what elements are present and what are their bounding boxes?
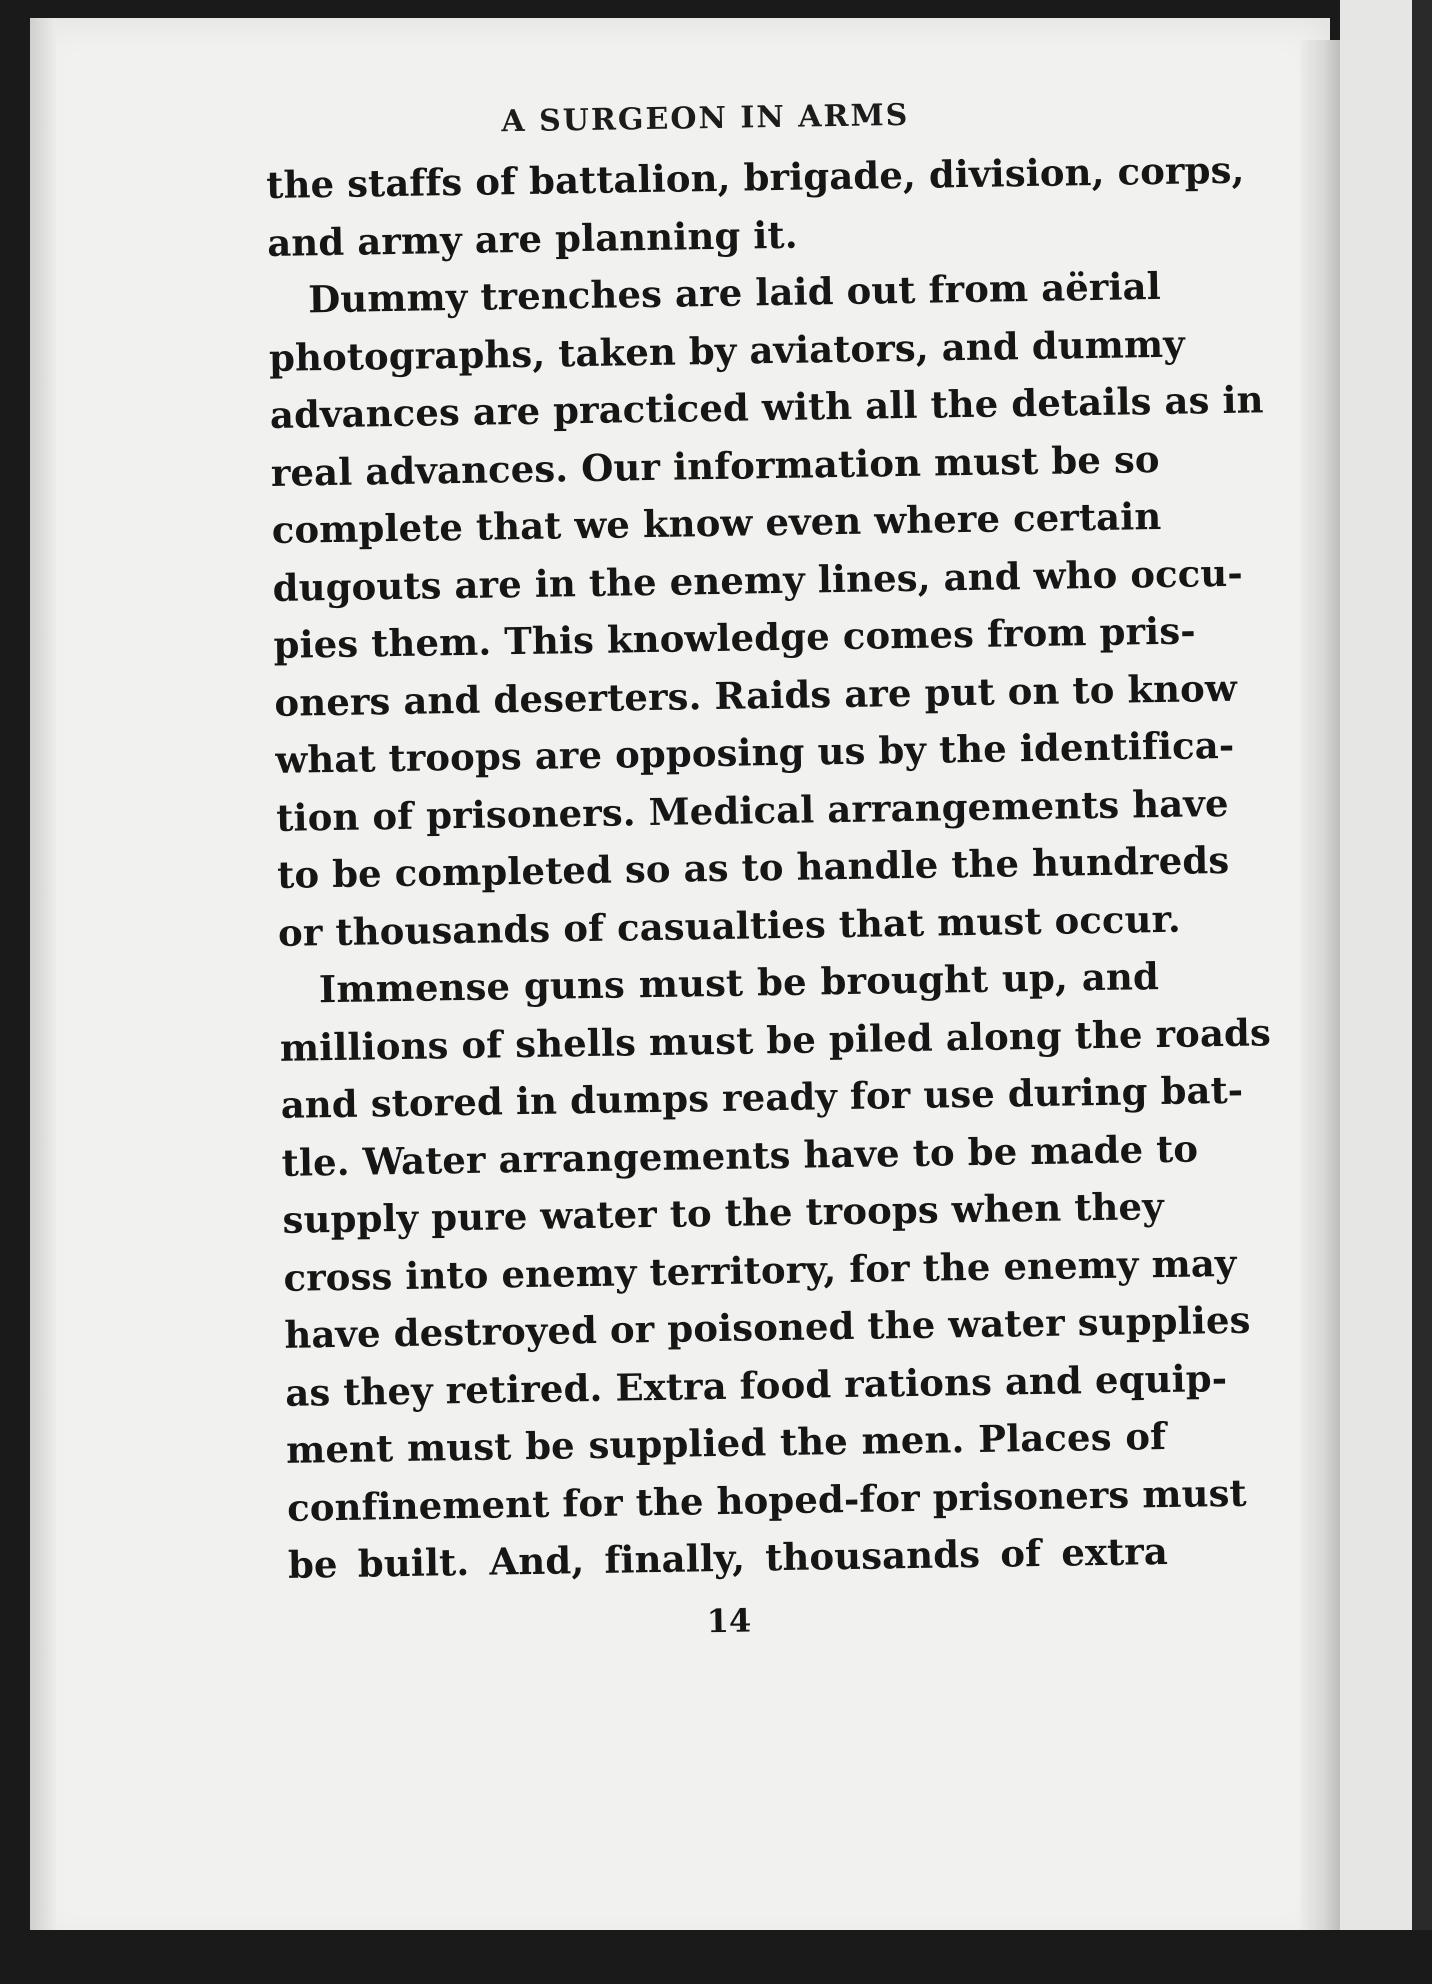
text-line: complete that we know even where certain <box>271 493 1162 552</box>
text-line: Immense guns must be brought up, and <box>318 954 1160 1012</box>
text-line: Dummy trenches are laid out from aërial <box>307 263 1162 322</box>
text-line: or thousands of casualties that must occur. <box>277 896 1182 955</box>
text-line: photographs, taken by aviators, and dummy <box>268 321 1186 380</box>
text-line: ment must be supplied the men. Places of <box>285 1414 1167 1472</box>
text-line: the staffs of battalion, brigade, division, corps, <box>265 147 1245 207</box>
text-line: millions of shells must be piled along the roads <box>279 1009 1272 1070</box>
text-line: tle. Water arrangements have to be made to <box>281 1125 1199 1185</box>
text-line: confinement for the hoped-for prisoners must <box>286 1470 1247 1530</box>
text-line: advances are practiced with all the details as in <box>269 377 1264 437</box>
text-line: and army are planning it. <box>266 212 798 265</box>
text-line: real advances. Our information must be so <box>270 436 1160 495</box>
text-line: cross into enemy territory, for the enemy may <box>283 1240 1237 1300</box>
text-line: oners and deserters. Raids are put on to know <box>274 665 1238 725</box>
text-line: have destroyed or poisoned the water supplies <box>284 1297 1251 1357</box>
text-line: to be completed so as to handle the hundreds <box>276 837 1230 897</box>
text-line: pies them. This knowledge comes from pris- <box>273 608 1196 667</box>
text-line: and stored in dumps ready for use during bat- <box>280 1067 1244 1127</box>
scan-border-bottom <box>0 1930 1432 1984</box>
text-line: tion of prisoners. Medical arrangements have <box>275 780 1229 840</box>
text-line: supply pure water to the troops when they <box>282 1184 1165 1242</box>
text-line: what troops are opposing us by the identifica- <box>275 722 1235 782</box>
text-line: dugouts are in the enemy lines, and who occu- <box>272 550 1244 610</box>
page-edge-left <box>30 18 56 1948</box>
page-text <box>265 86 1272 1646</box>
page-edge-right <box>1300 40 1340 1940</box>
scan-border-right <box>1412 0 1432 1984</box>
text-line: as they retired. Extra food rations and equip- <box>284 1355 1228 1415</box>
page-number: 14 <box>706 1601 752 1640</box>
text-line: be built. And, finally, thousands of extra <box>287 1528 1169 1587</box>
running-head: A SURGEON IN ARMS <box>501 97 910 140</box>
